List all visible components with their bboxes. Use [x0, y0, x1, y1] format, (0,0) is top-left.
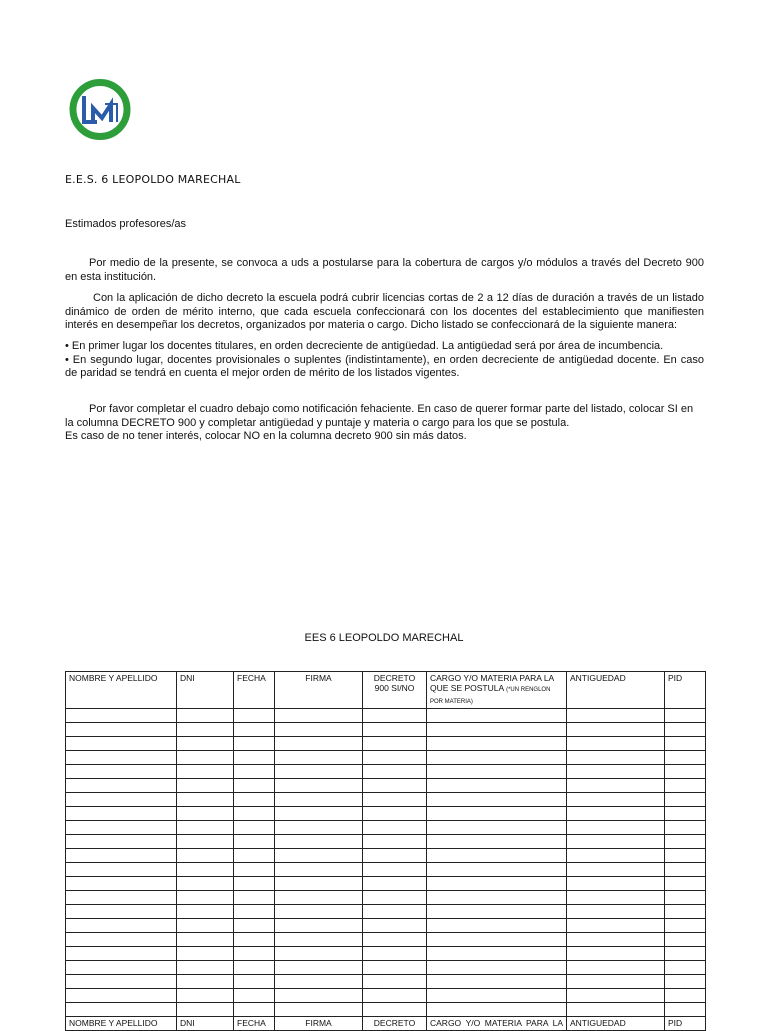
table-empty-cell[interactable]	[665, 821, 706, 835]
table-empty-cell[interactable]	[665, 891, 706, 905]
table-empty-cell[interactable]	[427, 989, 567, 1003]
table-empty-cell[interactable]	[567, 751, 665, 765]
table-empty-cell[interactable]	[665, 863, 706, 877]
table-empty-row	[66, 723, 706, 737]
table-empty-row	[66, 737, 706, 751]
table-empty-row	[66, 1003, 706, 1017]
footer-decreto: DECRETO	[363, 1017, 427, 1031]
table-empty-cell[interactable]	[665, 975, 706, 989]
table-empty-cell[interactable]	[275, 835, 363, 849]
table-empty-cell[interactable]	[234, 709, 275, 723]
table-empty-row	[66, 947, 706, 961]
criteria-list	[65, 340, 704, 381]
table-empty-cell[interactable]	[665, 961, 706, 975]
table-empty-row	[66, 863, 706, 877]
table-empty-row	[66, 807, 706, 821]
table-empty-cell[interactable]	[567, 905, 665, 919]
table-empty-cell[interactable]	[275, 723, 363, 737]
table-empty-row	[66, 933, 706, 947]
table-empty-cell[interactable]	[275, 849, 363, 863]
table-empty-cell[interactable]	[177, 751, 234, 765]
table-empty-cell[interactable]	[275, 737, 363, 751]
footer-nombre: NOMBRE Y APELLIDO	[66, 1017, 177, 1031]
table-empty-cell[interactable]	[275, 807, 363, 821]
table-empty-cell[interactable]	[427, 779, 567, 793]
table-empty-cell[interactable]	[363, 989, 427, 1003]
table-empty-cell[interactable]	[177, 933, 234, 947]
table-empty-cell[interactable]	[427, 1003, 567, 1017]
table-empty-cell[interactable]	[567, 779, 665, 793]
signup-table	[65, 671, 706, 1031]
table-empty-cell[interactable]	[567, 933, 665, 947]
table-empty-cell[interactable]	[427, 723, 567, 737]
table-empty-cell[interactable]	[567, 849, 665, 863]
table-empty-cell[interactable]	[177, 835, 234, 849]
table-empty-cell[interactable]	[427, 975, 567, 989]
table-empty-cell[interactable]	[66, 765, 177, 779]
table-empty-row	[66, 961, 706, 975]
table-empty-cell[interactable]	[275, 947, 363, 961]
table-empty-cell[interactable]	[234, 891, 275, 905]
header-fecha: FECHA	[234, 672, 275, 709]
table-empty-cell[interactable]	[363, 821, 427, 835]
table-empty-row	[66, 751, 706, 765]
table-empty-row	[66, 849, 706, 863]
table-empty-row	[66, 793, 706, 807]
table-empty-cell[interactable]	[66, 793, 177, 807]
table-empty-cell[interactable]	[66, 863, 177, 877]
table-empty-cell[interactable]	[66, 779, 177, 793]
table-empty-row	[66, 989, 706, 1003]
table-empty-cell[interactable]	[177, 737, 234, 751]
table-empty-cell[interactable]	[66, 751, 177, 765]
table-empty-cell[interactable]	[665, 919, 706, 933]
table-empty-row	[66, 835, 706, 849]
table-empty-cell[interactable]	[66, 989, 177, 1003]
table-empty-cell[interactable]	[363, 751, 427, 765]
table-empty-cell[interactable]	[567, 737, 665, 751]
table-empty-cell[interactable]	[567, 1003, 665, 1017]
table-empty-row	[66, 905, 706, 919]
paragraph-decreto	[65, 292, 704, 333]
table-empty-cell[interactable]	[665, 947, 706, 961]
table-empty-cell[interactable]	[665, 877, 706, 891]
table-empty-cell[interactable]	[427, 737, 567, 751]
table-empty-cell[interactable]	[177, 765, 234, 779]
header-antiguedad: ANTIGUEDAD	[567, 672, 665, 709]
table-empty-cell[interactable]	[363, 863, 427, 877]
table-empty-cell[interactable]	[427, 765, 567, 779]
instructions-line-2: Es caso de no tener interés, colocar NO en la columna decreto 900 sin más datos.	[65, 430, 467, 442]
table-empty-cell[interactable]	[275, 989, 363, 1003]
instructions-line-1: Por favor completar el cuadro debajo como notificación fehaciente. En caso de querer formar parte del listado, colocar SI en la columna DECRETO 900 y completar antigüedad y puntaje y materia o cargo para los que se postula.	[65, 403, 694, 429]
table-empty-cell[interactable]	[66, 737, 177, 751]
table-empty-cell[interactable]	[177, 821, 234, 835]
table-empty-cell[interactable]	[275, 751, 363, 765]
table-empty-cell[interactable]	[567, 863, 665, 877]
table-empty-cell[interactable]	[177, 989, 234, 1003]
table-empty-cell[interactable]	[363, 835, 427, 849]
logo-ring	[73, 83, 127, 137]
table-empty-cell[interactable]	[567, 989, 665, 1003]
table-empty-cell[interactable]	[177, 961, 234, 975]
table-empty-cell[interactable]	[363, 947, 427, 961]
table-empty-cell[interactable]	[363, 723, 427, 737]
footer-firma: FIRMA	[275, 1017, 363, 1031]
table-empty-cell[interactable]	[363, 793, 427, 807]
table-empty-cell[interactable]	[234, 905, 275, 919]
table-empty-cell[interactable]	[665, 849, 706, 863]
table-empty-cell[interactable]	[427, 905, 567, 919]
table-empty-cell[interactable]	[66, 723, 177, 737]
table-empty-cell[interactable]	[363, 709, 427, 723]
table-empty-cell[interactable]	[567, 807, 665, 821]
header-dni: DNI	[177, 672, 234, 709]
table-empty-cell[interactable]	[234, 947, 275, 961]
table-empty-cell[interactable]	[66, 877, 177, 891]
table-empty-cell[interactable]	[275, 821, 363, 835]
table-empty-cell[interactable]	[234, 975, 275, 989]
table-empty-cell[interactable]	[363, 961, 427, 975]
table-empty-cell[interactable]	[234, 723, 275, 737]
table-empty-cell[interactable]	[177, 919, 234, 933]
table-empty-cell[interactable]	[665, 905, 706, 919]
table-empty-cell[interactable]	[567, 709, 665, 723]
table-empty-cell[interactable]	[363, 807, 427, 821]
table-header-row	[66, 672, 706, 709]
table-empty-row	[66, 975, 706, 989]
table-empty-cell[interactable]	[234, 807, 275, 821]
table-empty-cell[interactable]	[363, 849, 427, 863]
table-empty-cell[interactable]	[567, 765, 665, 779]
table-empty-cell[interactable]	[665, 779, 706, 793]
table-empty-cell[interactable]	[234, 765, 275, 779]
table-empty-cell[interactable]	[177, 779, 234, 793]
table-empty-cell[interactable]	[234, 877, 275, 891]
table-empty-cell[interactable]	[363, 877, 427, 891]
table-empty-cell[interactable]	[177, 1003, 234, 1017]
table-empty-cell[interactable]	[567, 975, 665, 989]
table-empty-cell[interactable]	[275, 765, 363, 779]
table-empty-cell[interactable]	[234, 863, 275, 877]
greeting: Estimados profesores/as	[65, 218, 187, 230]
table-empty-cell[interactable]	[665, 793, 706, 807]
table-empty-cell[interactable]	[66, 1003, 177, 1017]
table-empty-cell[interactable]	[275, 1003, 363, 1017]
table-empty-cell[interactable]	[665, 765, 706, 779]
table-empty-row	[66, 919, 706, 933]
table-empty-cell[interactable]	[275, 709, 363, 723]
table-empty-cell[interactable]	[66, 961, 177, 975]
table-empty-cell[interactable]	[177, 849, 234, 863]
table-empty-cell[interactable]	[177, 793, 234, 807]
table-empty-cell[interactable]	[665, 835, 706, 849]
paragraph-2-text: Con la aplicación de dicho decreto la escuela podrá cubrir licencias cortas de 2 a 12 días de duración a través de un listado dinámico de orden de mérito interno, que cada escuela confeccionará con los docentes del establecimiento que manifiesten interés en desempeñar los decretos, organizados por materia o cargo. Dicho listado se confeccionará de la siguiente manera:	[65, 292, 704, 331]
table-empty-cell[interactable]	[665, 723, 706, 737]
table-empty-cell[interactable]	[363, 919, 427, 933]
table-empty-cell[interactable]	[234, 961, 275, 975]
table-empty-cell[interactable]	[66, 821, 177, 835]
table-empty-cell[interactable]	[665, 1003, 706, 1017]
table-empty-cell[interactable]	[427, 891, 567, 905]
paragraph-1-text: Por medio de la presente, se convoca a uds a postularse para la cobertura de cargos y/o módulos a través del Decreto 900 en esta institución.	[65, 257, 704, 283]
table-empty-cell[interactable]	[177, 891, 234, 905]
paragraph-instructions	[65, 403, 704, 444]
table-empty-cell[interactable]	[427, 933, 567, 947]
table-empty-cell[interactable]	[567, 793, 665, 807]
criteria-item-1: • En primer lugar los docentes titulares, en orden decreciente de antigüedad. La antigüedad será por área de incumbencia.	[65, 340, 664, 352]
table-empty-row	[66, 877, 706, 891]
footer-dni: DNI	[177, 1017, 234, 1031]
table-empty-cell[interactable]	[665, 751, 706, 765]
table-empty-cell[interactable]	[234, 751, 275, 765]
table-empty-cell[interactable]	[567, 947, 665, 961]
table-empty-cell[interactable]	[363, 737, 427, 751]
table-empty-cell[interactable]	[363, 905, 427, 919]
table-title: EES 6 LEOPOLDO MARECHAL	[304, 632, 464, 644]
header-nombre: NOMBRE Y APELLIDO	[66, 672, 177, 709]
table-empty-row	[66, 891, 706, 905]
table-empty-cell[interactable]	[275, 961, 363, 975]
table-empty-cell[interactable]	[427, 947, 567, 961]
table-empty-cell[interactable]	[234, 821, 275, 835]
header-cargo-note: (*UN RENGLON POR MATERIA)	[430, 687, 551, 705]
table-empty-cell[interactable]	[665, 709, 706, 723]
table-empty-cell[interactable]	[234, 1003, 275, 1017]
table-empty-cell[interactable]	[363, 765, 427, 779]
school-title: E.E.S. 6 LEOPOLDO MARECHAL	[65, 173, 241, 186]
table-empty-cell[interactable]	[567, 723, 665, 737]
table-empty-cell[interactable]	[234, 835, 275, 849]
header-cargo	[427, 672, 567, 709]
table-empty-cell[interactable]	[177, 905, 234, 919]
table-empty-cell[interactable]	[427, 877, 567, 891]
table-empty-cell[interactable]	[567, 919, 665, 933]
table-empty-cell[interactable]	[567, 961, 665, 975]
table-empty-cell[interactable]	[567, 821, 665, 835]
table-empty-cell[interactable]	[234, 793, 275, 807]
table-empty-cell[interactable]	[66, 947, 177, 961]
footer-antiguedad: ANTIGUEDAD	[567, 1017, 665, 1031]
table-empty-cell[interactable]	[66, 709, 177, 723]
table-empty-cell[interactable]	[275, 919, 363, 933]
table-empty-cell[interactable]	[665, 933, 706, 947]
table-empty-row	[66, 765, 706, 779]
table-empty-cell[interactable]	[234, 737, 275, 751]
table-empty-cell[interactable]	[665, 807, 706, 821]
table-empty-cell[interactable]	[665, 989, 706, 1003]
table-empty-cell[interactable]	[275, 975, 363, 989]
table-empty-cell[interactable]	[275, 877, 363, 891]
table-empty-cell[interactable]	[177, 947, 234, 961]
footer-pid: PID	[665, 1017, 706, 1031]
table-empty-row	[66, 709, 706, 723]
table-empty-cell[interactable]	[427, 821, 567, 835]
school-logo	[67, 78, 133, 141]
table-empty-cell[interactable]	[363, 1003, 427, 1017]
footer-cargo: CARGO Y/O MATERIA PARA LA	[427, 1017, 567, 1031]
table-empty-cell[interactable]	[234, 849, 275, 863]
table-empty-cell[interactable]	[177, 709, 234, 723]
table-empty-cell[interactable]	[427, 961, 567, 975]
table-empty-cell[interactable]	[177, 975, 234, 989]
logo-letter-m	[93, 104, 111, 122]
table-empty-cell[interactable]	[66, 905, 177, 919]
table-empty-cell[interactable]	[275, 891, 363, 905]
table-empty-cell[interactable]	[234, 933, 275, 947]
table-empty-cell[interactable]	[363, 891, 427, 905]
table-empty-cell[interactable]	[427, 863, 567, 877]
table-empty-cell[interactable]	[427, 807, 567, 821]
table-empty-cell[interactable]	[427, 919, 567, 933]
table-empty-cell[interactable]	[66, 891, 177, 905]
table-empty-cell[interactable]	[427, 835, 567, 849]
table-empty-cell[interactable]	[66, 933, 177, 947]
header-firma: FIRMA	[275, 672, 363, 709]
table-empty-cell[interactable]	[66, 849, 177, 863]
table-empty-cell[interactable]	[66, 919, 177, 933]
table-empty-cell[interactable]	[177, 723, 234, 737]
table-empty-cell[interactable]	[567, 877, 665, 891]
table-empty-cell[interactable]	[427, 849, 567, 863]
table-empty-cell[interactable]	[363, 975, 427, 989]
table-empty-cell[interactable]	[177, 807, 234, 821]
table-empty-cell[interactable]	[234, 779, 275, 793]
table-empty-cell[interactable]	[427, 751, 567, 765]
paragraph-convocatoria	[65, 257, 704, 284]
table-empty-cell[interactable]	[177, 863, 234, 877]
table-empty-cell[interactable]	[567, 835, 665, 849]
table-empty-cell[interactable]	[427, 793, 567, 807]
table-empty-cell[interactable]	[363, 933, 427, 947]
table-empty-cell[interactable]	[66, 807, 177, 821]
table-empty-cell[interactable]	[66, 975, 177, 989]
table-empty-cell[interactable]	[363, 779, 427, 793]
table-empty-row	[66, 779, 706, 793]
header-cargo-text: CARGO Y/O MATERIA PARA LA QUE SE POSTULA	[430, 673, 554, 693]
table-empty-cell[interactable]	[275, 793, 363, 807]
table-empty-cell[interactable]	[665, 737, 706, 751]
footer-fecha: FECHA	[234, 1017, 275, 1031]
header-pid: PID	[665, 672, 706, 709]
table-empty-cell[interactable]	[275, 863, 363, 877]
table-empty-row	[66, 821, 706, 835]
criteria-item-2: • En segundo lugar, docentes provisionales o suplentes (indistintamente), en orden decreciente de antigüedad docente. En caso de paridad se tendrá en cuenta el mejor orden de mérito de los listados vigentes.	[65, 353, 704, 379]
table-empty-cell[interactable]	[567, 891, 665, 905]
table-empty-cell[interactable]	[275, 905, 363, 919]
table-empty-cell[interactable]	[275, 779, 363, 793]
table-empty-cell[interactable]	[234, 989, 275, 1003]
header-decreto: DECRETO 900 SI/NO	[363, 672, 427, 709]
table-empty-cell[interactable]	[275, 933, 363, 947]
table-empty-cell[interactable]	[66, 835, 177, 849]
table-empty-cell[interactable]	[234, 919, 275, 933]
table-empty-cell[interactable]	[427, 709, 567, 723]
table-empty-cell[interactable]	[177, 877, 234, 891]
